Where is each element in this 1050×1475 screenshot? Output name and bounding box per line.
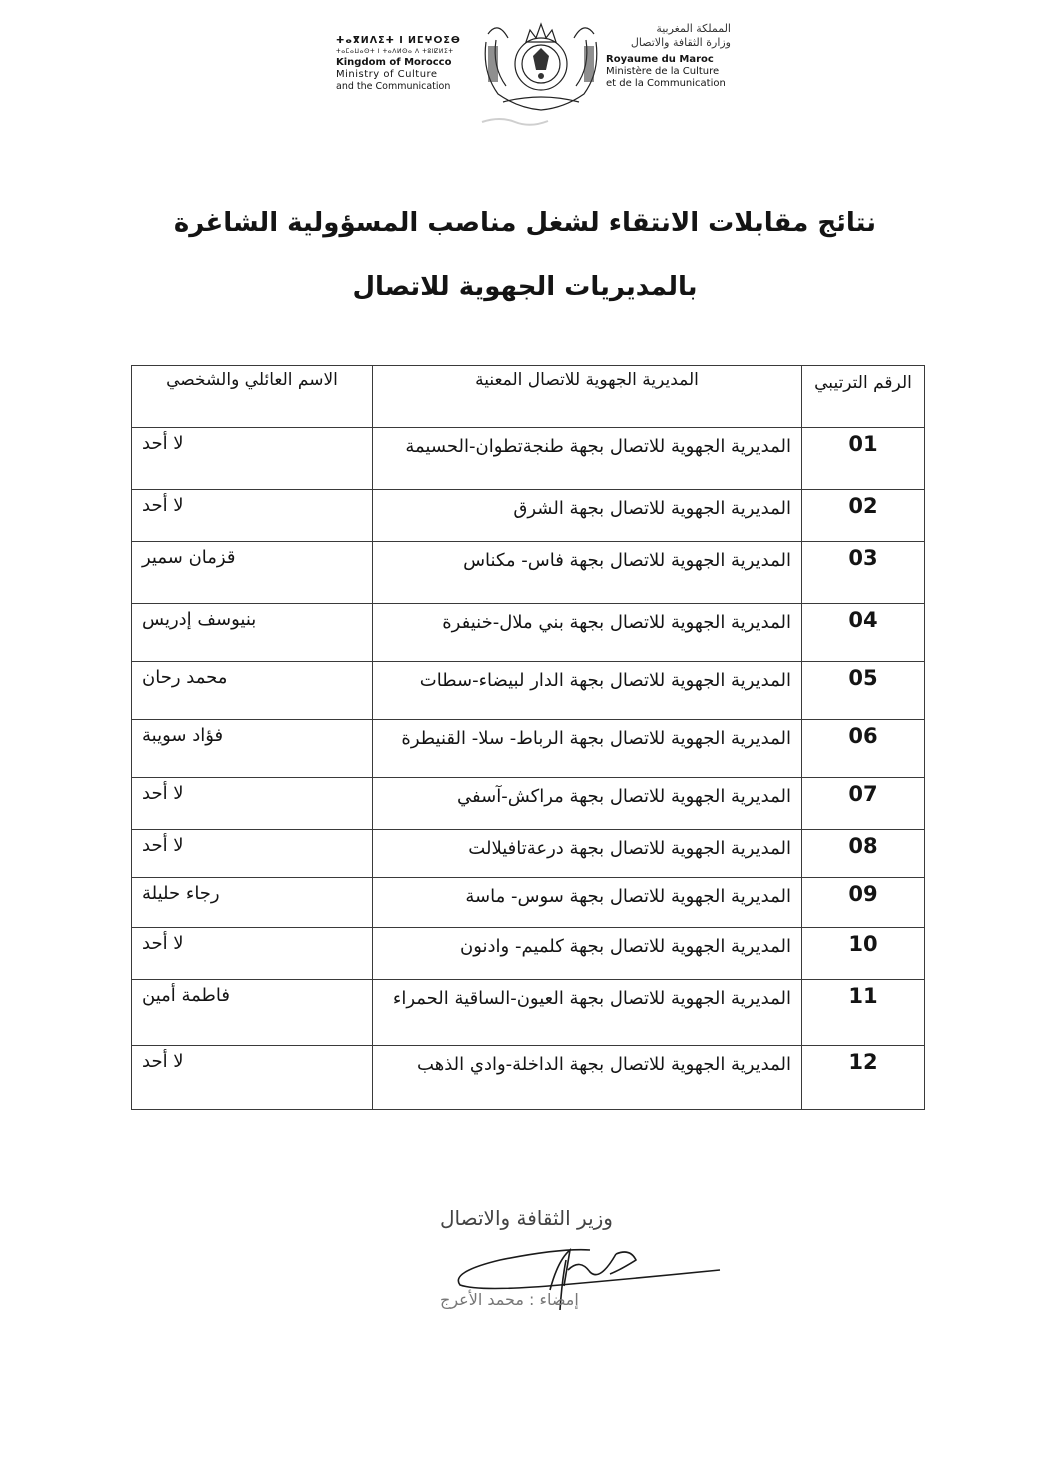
arabic-ministry: وزارة الثقافة والاتصال <box>630 36 731 49</box>
row-name-text: فاطمة أمين <box>142 985 230 1006</box>
row-name-text: محمد رحان <box>142 667 228 688</box>
table-row <box>132 830 925 878</box>
english-ministry-line2: and the Communication <box>336 81 451 92</box>
row-number: 05 <box>802 662 925 720</box>
row-number: 03 <box>802 542 925 604</box>
table-row <box>132 928 925 980</box>
row-name-text: قزمان سمير <box>142 547 236 568</box>
header-directorate: المديرية الجهوية للاتصال المعنية <box>373 366 802 428</box>
row-name <box>132 662 373 720</box>
table-row <box>132 980 925 1046</box>
letterhead-left <box>336 34 486 93</box>
row-number: 07 <box>802 778 925 830</box>
row-directorate: المديرية الجهوية للاتصال بجهة الرباط- سلا- القنيطرة <box>373 720 802 778</box>
row-directorate: المديرية الجهوية للاتصال بجهة كلميم- وادنون <box>373 928 802 980</box>
row-name <box>132 928 373 980</box>
table-row <box>132 542 925 604</box>
row-number: 09 <box>802 878 925 928</box>
tifinagh-kingdom: ⵜⴰⴳⵍⴷⵉⵜ ⵏ ⵍⵎⵖⵔⵉⴱ <box>336 35 461 46</box>
row-name-text: رجاء حليلة <box>142 883 220 904</box>
row-number: 08 <box>802 830 925 878</box>
row-name-text: لا أحد <box>142 495 184 516</box>
row-directorate: المديرية الجهوية للاتصال بجهة العيون-الساقية الحمراء <box>373 980 802 1046</box>
row-name-text: لا أحد <box>142 783 184 804</box>
row-name <box>132 720 373 778</box>
row-directorate: المديرية الجهوية للاتصال بجهة الدار لبيضاء-سطات <box>373 662 802 720</box>
row-directorate: المديرية الجهوية للاتصال بجهة مراكش-آسفي <box>373 778 802 830</box>
row-directorate: المديرية الجهوية للاتصال بجهة طنجةتطوان-الحسيمة <box>373 428 802 490</box>
row-name-text: لا أحد <box>142 433 184 454</box>
document-title: نتائج مقابلات الانتقاء لشغل مناصب المسؤولية الشاغرة <box>173 208 877 238</box>
row-name <box>132 980 373 1046</box>
faded-stamp-text <box>480 112 550 134</box>
row-number: 04 <box>802 604 925 662</box>
row-name-text: لا أحد <box>142 933 184 954</box>
row-name <box>132 428 373 490</box>
row-number: 06 <box>802 720 925 778</box>
table-row <box>132 1046 925 1110</box>
row-name <box>132 1046 373 1110</box>
faded-stamp-icon <box>480 112 550 130</box>
tifinagh-ministry: ⵜⴰⵎⴰⵡⴰⵙⵜ ⵏ ⵜⴰⴷⵍⵙⴰ ⴷ ⵜⵓⵏⵇⵍⵉⵜ <box>336 48 454 55</box>
row-name-text: لا أحد <box>142 835 184 856</box>
french-kingdom: Royaume du Maroc <box>606 54 714 65</box>
row-name <box>132 830 373 878</box>
row-name <box>132 878 373 928</box>
results-table <box>131 365 925 1110</box>
row-number: 11 <box>802 980 925 1046</box>
row-directorate: المديرية الجهوية للاتصال بجهة الداخلة-وادي الذهب <box>373 1046 802 1110</box>
row-name <box>132 490 373 542</box>
row-number: 10 <box>802 928 925 980</box>
table-row <box>132 878 925 928</box>
french-ministry-line1: Ministère de la Culture <box>606 66 720 77</box>
signature-title: وزير الثقافة والاتصال <box>440 1206 613 1230</box>
row-name <box>132 542 373 604</box>
table-row <box>132 490 925 542</box>
row-name-text: بنيوسف إدريس <box>142 609 257 630</box>
signature-subtitle: إمضاء : محمد الأعرج <box>440 1290 579 1309</box>
table-row <box>132 720 925 778</box>
header-number: الرقم الترتيبي <box>802 366 925 428</box>
row-directorate: المديرية الجهوية للاتصال بجهة فاس- مكناس <box>373 542 802 604</box>
row-name-text: لا أحد <box>142 1051 184 1072</box>
header-name: الاسم العائلي والشخصي <box>132 366 373 428</box>
row-number: 02 <box>802 490 925 542</box>
english-ministry-line1: Ministry of Culture <box>336 69 438 80</box>
row-number: 12 <box>802 1046 925 1110</box>
english-kingdom: Kingdom of Morocco <box>336 57 452 68</box>
coat-of-arms-icon <box>478 12 604 112</box>
row-number: 01 <box>802 428 925 490</box>
row-directorate: المديرية الجهوية للاتصال بجهة درعةتافيلالت <box>373 830 802 878</box>
row-directorate: المديرية الجهوية للاتصال بجهة الشرق <box>373 490 802 542</box>
table-row <box>132 428 925 490</box>
document-subtitle: بالمديريات الجهوية للاتصال <box>352 272 698 302</box>
letterhead-right <box>606 22 756 90</box>
row-name <box>132 778 373 830</box>
arabic-kingdom: المملكة المغربية <box>656 22 731 35</box>
row-directorate: المديرية الجهوية للاتصال بجهة سوس- ماسة <box>373 878 802 928</box>
row-name-text: فؤاد سويبة <box>142 725 224 746</box>
table-row <box>132 778 925 830</box>
table-header-row <box>132 366 925 428</box>
table-row <box>132 604 925 662</box>
row-name <box>132 604 373 662</box>
french-ministry-line2: et de la Communication <box>606 78 726 89</box>
table-row <box>132 662 925 720</box>
row-directorate: المديرية الجهوية للاتصال بجهة بني ملال-خنيفرة <box>373 604 802 662</box>
